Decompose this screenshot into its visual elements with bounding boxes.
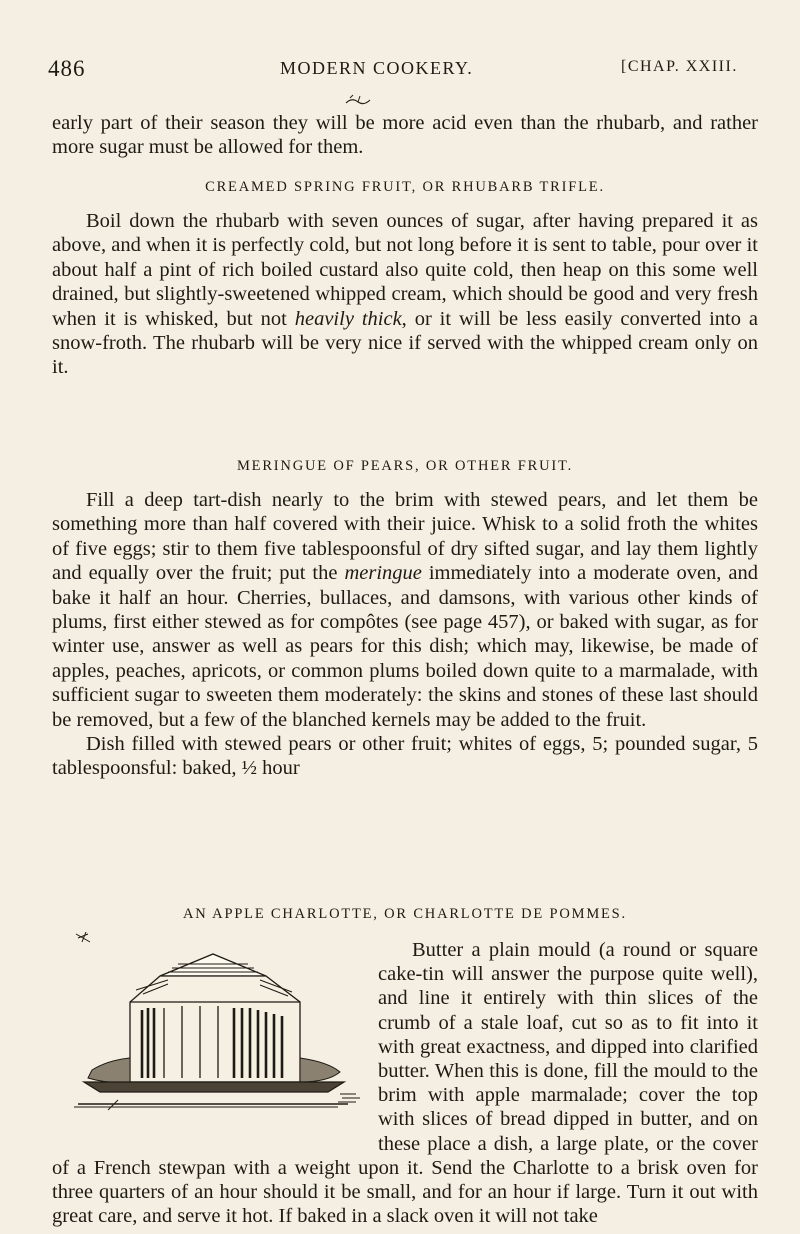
section-meringue (52, 456, 758, 781)
page-number: 486 (48, 56, 86, 81)
section-heading: AN APPLE CHARLOTTE, OR CHARLOTTE DE POMMES. (183, 906, 627, 922)
continuation-text: early part of their season they will be more acid even than the rhubarb, and rather more sugar must be allowed for them. (52, 112, 758, 159)
recipe-paragraph: Butter a plain mould (a round or square cake-tin will answer the purpose quite well), and line it entirely with thin slices of the crumb of a stale loaf, cut so as to fit into it with great exactness, and dipped into clarified butter. When this is done, fill the mould to the brim with apple marmalade; cover the top with slices of bread dipped in butter, and on these place a dish, a large plate, or the cover of a French stewpan with a weight upon it. Send the Charlotte to a brisk oven for three quarters of an hour should it be small, and for an hour if large. Turn it out with great care, and serve it hot. If baked in a slack oven it will not take (52, 939, 758, 1228)
section-rhubarb-trifle (52, 177, 758, 380)
charlotte-mould-illustration (48, 932, 366, 1147)
printer-ornament-icon (344, 94, 372, 108)
recipe-emphasis: heavily thick (294, 307, 402, 330)
section-heading: CREAMED SPRING FRUIT, OR RHUBARB TRIFLE. (205, 179, 605, 195)
running-title: MODERN COOKERY. (280, 58, 474, 78)
section-apple-charlotte (52, 904, 758, 1228)
recipe-summary: Dish filled with stewed pears or other fruit; whites of eggs, 5; pounded sugar, 5 tablespoonsful: baked, ½ hour (52, 733, 758, 780)
recipe-paragraph (52, 209, 758, 380)
section-heading: MERINGUE OF PEARS, OR OTHER FRUIT. (236, 458, 574, 474)
recipe-text: Fill a deep tart-dish nearly to the brim with stewed pears, and let them be something more than half covered with their juice. Whisk to a solid froth the whites of five eggs; stir to them five tablespoonsful of dry sifted sugar, and lay them lightly and equally over the fruit; put the (52, 489, 758, 585)
chapter-reference: [CHAP. XXIII. (621, 58, 738, 75)
recipe-paragraph (52, 488, 758, 732)
recipe-text: , or it will be less easily converted into a snow-froth. The rhubarb will be very nice if served with the whipped cream only on it. (52, 307, 759, 379)
page-header (48, 56, 758, 84)
recipe-text: Boil down the rhubarb with seven ounces of sugar, after having prepared it as above, and when it is perfectly cold, but not long before it is sent to table, pour over it about half a pint of rich boiled custard also quite cold, then heap on this some well drained, but slightly-sweetened whipped cream, which should be good and very fresh when it is whisked, but not (52, 210, 758, 330)
continuation-paragraph (52, 111, 758, 160)
recipe-emphasis: meringue (344, 562, 422, 585)
recipe-text: immediately into a moderate oven, and bake it half an hour. Cherries, bullaces, and damsons, with various other kinds of plums, first either stewed as for compôtes (see page 457), or baked with sugar, as for winter use, answer as well as pears for this dish; which may, likewise, be made of apples, peaches, apricots, or common plums boiled down quite to a marmalade, with sufficient sugar to sweeten them moderately: the skins and stones of these last should be removed, but a few of the blanched kernels may be added to the fruit. (52, 562, 758, 731)
